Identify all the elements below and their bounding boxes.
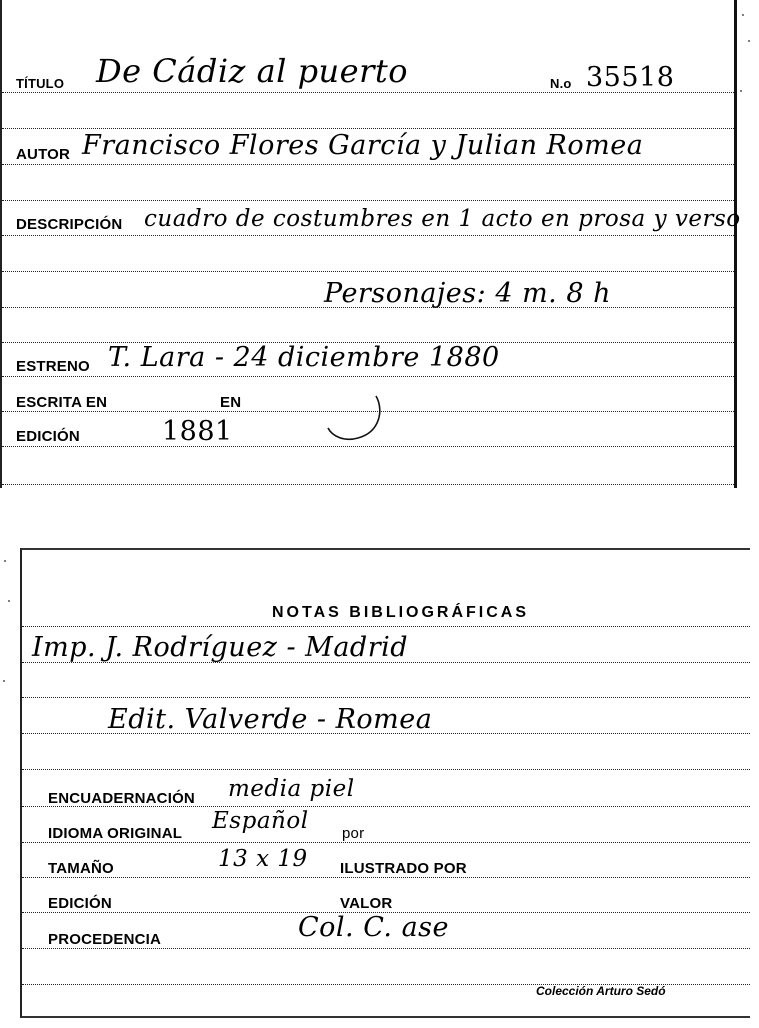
stamp-mark <box>318 388 388 444</box>
rule-line <box>22 842 750 843</box>
nota-line-1: Imp. J. Rodríguez - Madrid <box>32 632 409 663</box>
rule-line <box>2 446 734 447</box>
en-label: EN <box>220 394 242 411</box>
descripcion-value: cuadro de costumbres en 1 acto en prosa y verso <box>144 206 741 232</box>
scan-speck <box>8 600 10 602</box>
escrita-en-label: ESCRITA EN <box>16 394 108 411</box>
collection-footer: Colección Arturo Sedó <box>536 984 666 998</box>
rule-line <box>2 376 734 377</box>
numero-value: 35518 <box>586 62 675 93</box>
personajes-value: Personajes: 4 m. 8 h <box>324 278 612 309</box>
autor-value: Francisco Flores García y Julian Romea <box>82 130 644 161</box>
tamano-label: TAMAÑO <box>48 860 114 877</box>
procedencia-label: PROCEDENCIA <box>48 931 162 948</box>
tamano-value: 13 x 19 <box>218 846 308 872</box>
rule-line <box>22 697 750 698</box>
nota-line-2: Edit. Valverde - Romea <box>108 704 433 735</box>
encuadernacion-value: media piel <box>228 776 355 802</box>
rule-line <box>22 948 750 949</box>
rule-line <box>22 769 750 770</box>
por-label: por <box>342 825 365 842</box>
scan-speck <box>740 90 742 92</box>
scan-speck <box>4 560 6 562</box>
titulo-value: De Cádiz al puerto <box>96 52 409 90</box>
titulo-label: TÍTULO <box>16 76 65 91</box>
rule-line <box>22 877 750 878</box>
front-card <box>0 0 741 488</box>
autor-label: AUTOR <box>16 146 71 163</box>
edicion-value: 1881 <box>162 416 233 447</box>
rule-line <box>2 128 734 129</box>
scan-speck <box>3 680 5 682</box>
procedencia-value: Col. C. ase <box>298 912 450 943</box>
idioma-value: Español <box>212 808 309 834</box>
encuadernacion-label: ENCUADERNACIÓN <box>48 790 195 807</box>
scan-speck <box>748 40 750 42</box>
estreno-label: ESTRENO <box>16 358 90 375</box>
rule-line <box>2 484 734 485</box>
numero-label: N.o <box>550 76 572 91</box>
edicion-back-label: EDICIÓN <box>48 895 112 912</box>
scan-speck <box>742 14 744 16</box>
rule-line <box>2 271 734 272</box>
rule-line <box>22 626 750 627</box>
ilustrado-label: ILUSTRADO POR <box>340 860 467 877</box>
notas-heading: NOTAS BIBLIOGRÁFICAS <box>272 604 530 621</box>
back-card <box>20 548 750 1018</box>
estreno-value: T. Lara - 24 diciembre 1880 <box>108 342 500 373</box>
edicion-label: EDICIÓN <box>16 428 80 445</box>
rule-line <box>2 164 734 165</box>
rule-line <box>2 200 734 201</box>
descripcion-label: DESCRIPCIÓN <box>16 216 123 233</box>
valor-label: VALOR <box>340 895 393 912</box>
idioma-label: IDIOMA ORIGINAL <box>48 825 183 842</box>
rule-line <box>2 235 734 236</box>
